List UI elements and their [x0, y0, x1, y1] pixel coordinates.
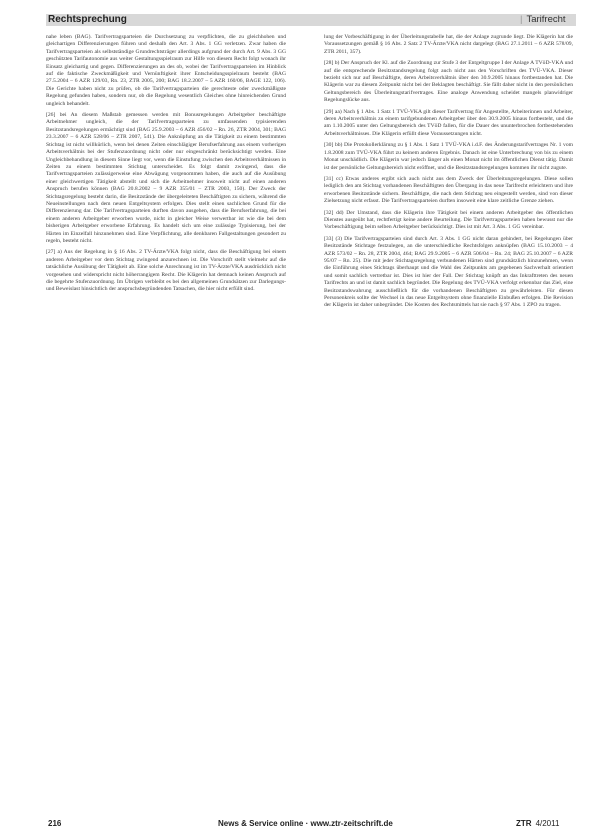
publisher-line: News & Service online · www.ztr-zeitschrift.de [218, 819, 393, 828]
paragraph: [26] bei An diesem Maßstab gemessen werden mit Bonusregelungen Arbeitgeber beschäftigte Arbeitnehmer ungleich, die der Tarifvertragsparteien zu umfassenden typisierenden Besitzstandsregelungen ermächtigt sind (BAG 25.9.2003 – 6 AZR 456/02 – Rn. 26, ZTR 2004, 301; BAG 23.3.2007 – 6 AZR 528/06 – ZTR 2007, 541). Die Anknüpfung an die Tätigkeit zu einem bestimmten Stichtag ist nicht willkürlich, wenn bei denen Zeiten einschlägiger Berufserfahrung aus einem vorherigen Arbeitsverhältnis bei der Stufenzuordnung nicht oder nur eingeschränkt berücksichtigt werden. Eine Ungleichbehandlung in diesem Sinne liegt vor, wenn die Einstufung zwischen den Arbeitsverhältnissen in Zeiten zu einem bestimmten Stichtag unterscheidet. Es folgt damit zwingend, dass die Tarifvertragsparteien zulässigerweise eine Abwägung vorgenommen haben, die auch auf die Ausübung einer gleichwertigen Tätigkeit abstellt und sich die Arbeitnehmer insoweit nicht auf einen anderen Anspruch berufen können (BAG 20.8.2002 – 9 AZR 355/01 – ZTR 2003, 150). Der Zweck der Stichtagsregelung besteht darin, die Besitzstände der übergeleiteten Beschäftigten zu sichern, während die Neueinstellungen nach dem neuen Entgeltsystem erfolgen. Dies stellt einen sachlichen Grund für die Differenzierung dar. Die Tarifvertragsparteien durften davon ausgehen, dass die Berufserfahrung, die bei einem anderen Arbeitgeber erworben wurde, nicht in gleicher Weise verwertbar ist wie die bei dem bisherigen Arbeitgeber erworbene Erfahrung. Es handelt sich um eine zulässige Typisierung, bei der Härten im Einzelfall hinzunehmen sind. Eine Verpflichtung, alle denkbaren Fallgestaltungen gesondert zu regeln, besteht nicht. [46, 112, 286, 244]
paragraph: [30] bb) Die Protokollerklärung zu § 1 Abs. 1 Satz 1 TVÜ-VKA i.d.F. des Änderungstarifvertrages Nr. 1 vom 1.8.2008 zum TVÜ-VKA führt zu keinem anderen Ergebnis. Danach ist eine Unterbrechung von bis zu einem Monat unschädlich. Die Klägerin war jedoch länger als einen Monat nicht im öffentlichen Dienst tätig. Damit ist der persönliche Geltungsbereich nicht eröffnet, und die Besitzstandsregelungen kommen ihr nicht zugute. [324, 142, 573, 171]
header-separator: | [520, 14, 523, 25]
paragraph: [28] b) Der Anspruch der Kl. auf die Zuordnung zur Stufe 3 der Entgeltgruppe I der Anlage A TVöD-VKA und auf die entsprechende Besitzstandsregelung folgt auch nicht aus den Vorschriften des TVÜ-VKA. Dieser bezieht sich nur auf Beschäftigte, deren Arbeitsverhältnis über den 30.9.2005 hinaus fortbestanden hat. Die Klägerin war zu diesem Zeitpunkt nicht bei der Beklagten beschäftigt. Sie fällt daher nicht in den persönlichen Geltungsbereich des Überleitungstarifvertrages. Eine analoge Anwendung scheidet mangels planwidriger Regelungslücke aus. [324, 60, 573, 104]
right-column [324, 34, 573, 314]
section-label [520, 14, 566, 26]
page-number: 216 [48, 819, 62, 828]
section-label-text: Tarifrecht [526, 14, 566, 25]
paragraph: [32] dd) Der Umstand, dass die Klägerin ihre Tätigkeit bei einem anderen Arbeitgeber des öffentlichen Dienstes ausgeübt hat, rechtfertigt keine andere Beurteilung. Die Tarifvertragsparteien haben bewusst nur die Vorbeschäftigung beim selben Arbeitgeber berücksichtigt. Dies ist mit Art. 3 Abs. 1 GG vereinbar. [324, 209, 573, 231]
journal-name: ZTR [516, 819, 532, 828]
left-column [46, 34, 286, 298]
paragraph: [33] (3) Die Tarifvertragsparteien sind durch Art. 3 Abs. 1 GG nicht daran gehindert, bei Regelungen über Besitzstände Stichtage festzulegen, an die unterschiedliche Rechtsfolgen anknüpfen (BAG 15.10.2003 – 4 AZR 573/02 – Rn. 28, ZTR 2004, 464; BAG 29.9.2005 – 6 AZR 506/04 – Rn. 24; BAG 25.10.2007 – 6 AZR 95/07 – Rn. 25). Die mit jeder Stichtagsregelung verbundenen Härten sind grundsätzlich hinzunehmen, wenn die Einführung eines Stichtags überhaupt und die Wahl des Zeitpunkts am gegebenen Sachverhalt orientiert und somit sachlich vertretbar ist. Dies ist hier der Fall. Der Stichtag knüpft an das Inkrafttreten des neuen Tarifrechts an und ist damit sachlich begründet. Die Regelung des TVÜ-VKA verfolgt erkennbar das Ziel, eine Besitzstandswahrung ausschließlich für die vorhandenen Beschäftigten zu gewährleisten. Für diesen Personenkreis sollte der Wechsel in das neue Entgeltsystem ohne finanzielle Einbußen erfolgen. Die Revision der Klägerin ist daher unbegründet. Die Kosten des Rechtsmittels hat sie nach § 97 Abs. 1 ZPO zu tragen. [324, 235, 573, 309]
issue-number: 4/2011 [535, 819, 560, 828]
section-title: Rechtsprechung [48, 14, 127, 25]
paragraph: [29] aa) Nach § 1 Abs. 1 Satz 1 TVÜ-VKA gilt dieser Tarifvertrag für Angestellte, Arbeiterinnen und Arbeiter, deren Arbeitsverhältnis zu einem tarifgebundenen Arbeitgeber über den 30.9.2005 hinaus fortbesteht, und die am 1.10.2005 unter den Geltungsbereich des TVöD fallen, für die Dauer des ununterbrochen fortbestehenden Arbeitsverhältnisses. Die Klägerin erfüllt diese Voraussetzungen nicht. [324, 108, 573, 137]
paragraph: [31] cc) Etwas anderes ergibt sich auch nicht aus dem Zweck der Überleitungsregelungen. Diese sollen lediglich den am Stichtag vorhandenen Beschäftigten den Übergang in das neue Tarifrecht erleichtern und ihre erworbenen Besitzstände sichern. Beschäftigte, die nach dem Stichtag neu eingestellt werden, sind von dieser Zielsetzung nicht erfasst. Die Tarifvertragsparteien durften insoweit eine klare zeitliche Grenze ziehen. [324, 175, 573, 205]
journal-issue [516, 818, 559, 830]
paragraph: [27] a) Aus der Regelung in § 16 Abs. 2 TV-Ärzte/VKA folgt nicht, dass die Beschäftigung bei einem anderen Arbeitgeber vor dem Stichtag zwingend anzurechnen ist. Die Vorschrift stellt vielmehr auf die tatsächliche Ausübung der Tätigkeit ab. Eine solche Anrechnung ist im TV-Ärzte/VKA ausdrücklich nicht vorgesehen und widerspricht nicht höherrangigem Recht. Die Klägerin hat demnach keinen Anspruch auf die begehrte Stufenzuordnung. Im Übrigen verbleibt es bei den allgemeinen Grundsätzen zur Darlegungs- und Beweislast hinsichtlich der anspruchsbegründenden Tatsachen, die hier nicht erfüllt sind. [46, 249, 286, 293]
paragraph: nahe leben (BAG). Tarifvertragsparteien die Durchsetzung zu verpflichten, die zu gleichhohen und gleichartigen Differenzierungen führen und deshalb den Art. 3 Abs. 1 GG verletzen. Zwar haben die Tarifvertragsparteien als selbstständige Grundrechtsträger allerdings aufgrund der durch Art. 9 Abs. 3 GG geschützten Tarifautonomie aus weiter Gestaltungsspielraum zur Hilfe von diesem Recht folgt wonach ihr Einsatz gleichartig und gegen. Differenzierungen an des ob, wobei der Tarifvertragsparteien im Hinblick auf die faktische Zweckmäßigkeit und Vernünftigkeit ihrer Entscheidungsspielraum besteht (BAG 27.5.2004 – 6 AZR 129/03, Rn. 23, ZTR 2005, 200; BAG 18.2.2007 – 5 AZR 160/06, BAGE 122, 106). Die Gerichte haben nicht zu prüfen, ob die Tarifvertragsparteien die gerechteste oder zweckmäßigste Regelung gefunden haben, sondern nur, ob die Regelung wesentlich Gleiches ohne hinreichenden Grund ungleich behandelt. [46, 34, 286, 107]
paragraph: lung der Vorbeschäftigung in der Überleitungstabelle hat, die der Anlage zugrunde liegt. Die Klägerin hat die Voraussetzungen gemäß § 16 Abs. 2 Satz 2 TV-Ärzte/VKA nicht dargelegt (BAG 27.1.2011 – 6 AZR 578/09, ZTR 2011, 357). [324, 34, 573, 55]
page-footer [46, 818, 576, 830]
